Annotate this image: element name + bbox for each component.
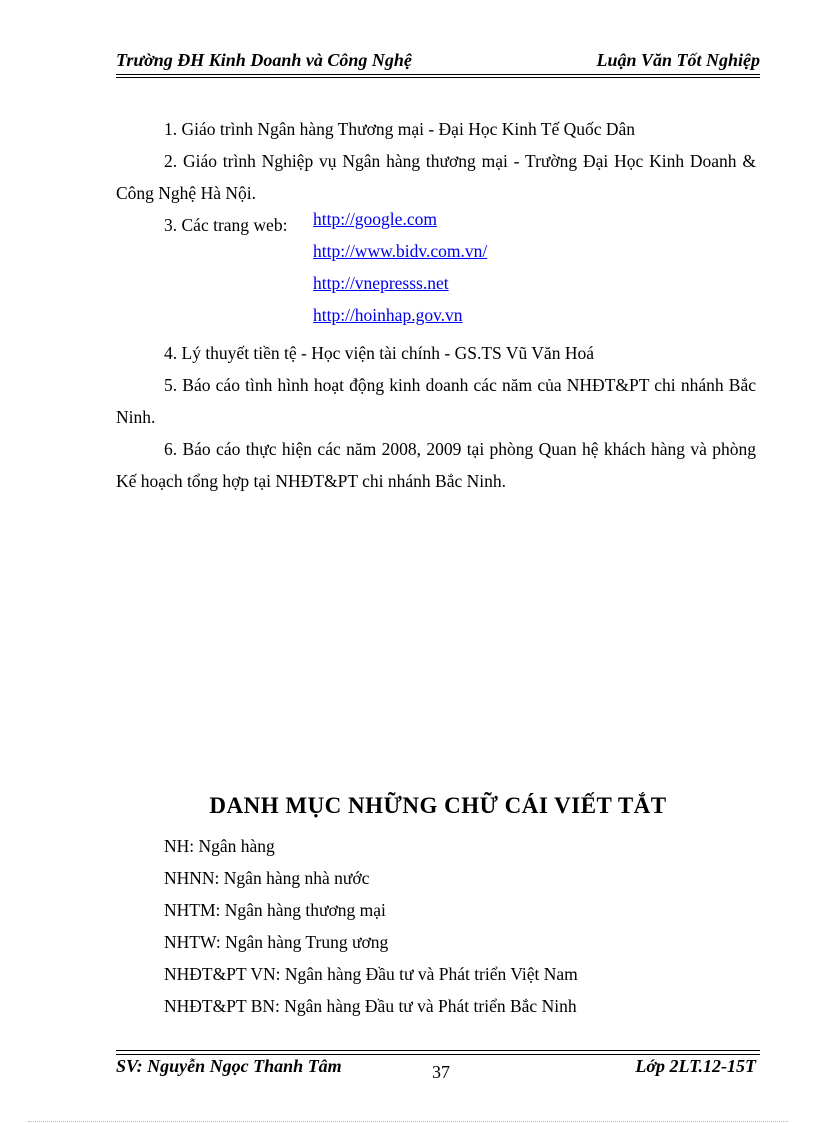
page-header	[116, 50, 760, 75]
reference-item-6: 6. Báo cáo thực hiện các năm 2008, 2009 tại phòng Quan hệ khách hàng và phòng Kế hoạch tổng hợp tại NHĐT&PT chi nhánh Bắc Ninh.	[116, 439, 756, 491]
reference-item-1: 1. Giáo trình Ngân hàng Thương mại - Đại Học Kinh Tế Quốc Dân	[164, 119, 636, 139]
abbreviation-item: NHĐT&PT BN: Ngân hàng Đầu tư và Phát triển Bắc Ninh	[164, 996, 577, 1016]
reference-item-2: 2. Giáo trình Nghiệp vụ Ngân hàng thương mại - Trường Đại Học Kinh Doanh & Công Nghệ Hà Nội.	[116, 151, 756, 203]
abbreviation-item: NH: Ngân hàng	[164, 836, 275, 856]
abbreviation-item: NHTM: Ngân hàng thương mại	[164, 900, 386, 920]
reference-item-5: 5. Báo cáo tình hình hoạt động kinh doanh các năm của NHĐT&PT chi nhánh Bắc Ninh.	[116, 375, 756, 427]
website-link-bidv[interactable]: http://www.bidv.com.vn/	[313, 241, 488, 261]
abbreviation-item: NHĐT&PT VN: Ngân hàng Đầu tư và Phát triển Việt Nam	[164, 964, 578, 984]
reference-item-3-label: 3. Các trang web:	[164, 215, 288, 235]
header-doc-type: Luận Văn Tốt Nghiệp	[596, 50, 760, 70]
header-rule	[116, 77, 760, 78]
website-link-hoinhap[interactable]: http://hoinhap.gov.vn	[313, 305, 463, 325]
website-link-vnepress[interactable]: http://vnepresss.net	[313, 273, 449, 293]
footer-rule	[116, 1054, 760, 1055]
website-link-google[interactable]: http://google.com	[313, 209, 437, 229]
page-boundary	[28, 1121, 788, 1122]
abbreviations-title: DANH MỤC NHỮNG CHỮ CÁI VIẾT TẮT	[209, 793, 667, 818]
footer-student: SV: Nguyễn Ngọc Thanh Tâm	[116, 1056, 342, 1076]
header-school: Trường ĐH Kinh Doanh và Công Nghệ	[116, 50, 412, 70]
page-footer	[116, 1050, 760, 1081]
reference-item-4: 4. Lý thuyết tiền tệ - Học viện tài chính - GS.TS Vũ Văn Hoá	[164, 343, 594, 363]
abbreviation-item: NHNN: Ngân hàng nhà nước	[164, 868, 370, 888]
footer-class: Lớp 2LT.12-15T	[635, 1056, 756, 1076]
abbreviation-item: NHTW: Ngân hàng Trung ương	[164, 932, 389, 952]
page-number: 37	[432, 1062, 450, 1082]
